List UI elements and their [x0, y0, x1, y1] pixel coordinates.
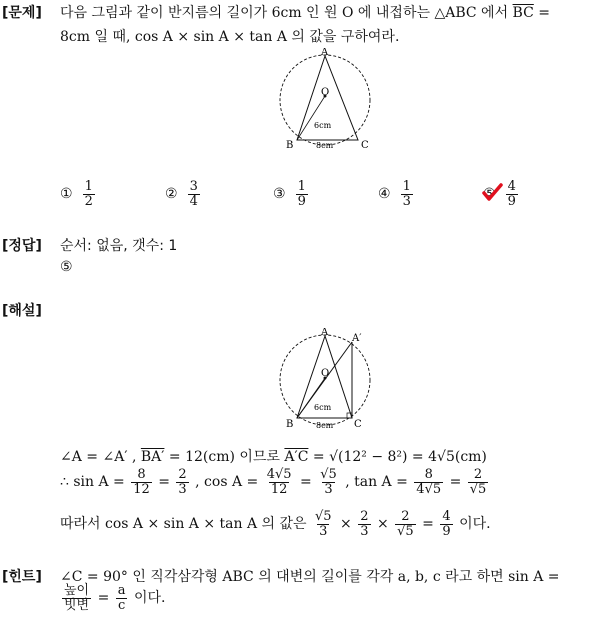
- segment-bc: $\overline{BC}$: [512, 5, 534, 21]
- explanation-tag: [해설]: [2, 303, 42, 319]
- num: 4: [442, 509, 451, 524]
- text: =: [158, 474, 170, 491]
- label-base: 8cm: [316, 421, 334, 430]
- text: , cos A =: [195, 474, 259, 491]
- text: 이다.: [459, 516, 491, 533]
- den: 3: [178, 481, 187, 497]
- num: 2: [473, 467, 483, 482]
- choice-fraction: [506, 180, 518, 208]
- choice-fraction: [296, 180, 308, 208]
- choice-mark: ②: [165, 186, 178, 203]
- fraction: [313, 510, 334, 538]
- den: 3: [319, 523, 328, 539]
- choice-3[interactable]: [273, 180, 310, 208]
- choice-mark: ④: [378, 186, 391, 203]
- den: 4: [189, 193, 198, 209]
- problem-line-2: 8cm 일 때, cos A × sin A × tan A 의 값을 구하여라.: [60, 29, 400, 45]
- text: 따라서 cos A × sin A × tan A 의 값은: [60, 516, 307, 533]
- label-radius: 6cm: [314, 403, 332, 412]
- num: √5: [315, 509, 332, 524]
- text: ×: [340, 516, 352, 533]
- text: =: [97, 590, 110, 607]
- explanation-line-3: [60, 510, 491, 538]
- fraction: [131, 468, 152, 496]
- figure-circle-triangle-diameter: [270, 328, 380, 432]
- explanation-line-1: [60, 446, 487, 466]
- segment-ac: A′C: [284, 449, 309, 465]
- text: √(12² − 8²) = 4√5(cm): [329, 449, 487, 465]
- text: =: [300, 474, 312, 491]
- den: √5: [397, 523, 414, 539]
- answer-value: ⑤: [60, 259, 73, 275]
- hint-line-2: [60, 584, 165, 612]
- label-a: A: [321, 328, 329, 338]
- text: = 12(cm) 이므로: [168, 449, 280, 465]
- den: 9: [297, 193, 306, 209]
- label-radius: 6cm: [314, 121, 332, 130]
- num: 1: [84, 179, 93, 194]
- fraction: [358, 510, 370, 538]
- label-o: O: [321, 87, 330, 98]
- fraction: [468, 468, 489, 496]
- num: 8: [424, 467, 433, 482]
- label-o: O: [321, 368, 330, 379]
- fraction: [395, 510, 416, 538]
- label-a-prime: A′: [352, 333, 362, 344]
- den: √5: [469, 481, 487, 497]
- text: 이다.: [133, 590, 166, 607]
- num: 4: [507, 179, 516, 194]
- text: ×: [376, 516, 389, 533]
- text: =: [449, 474, 462, 491]
- choice-mark: ③: [273, 186, 286, 203]
- den: 4√5: [416, 481, 442, 497]
- fraction: [116, 584, 128, 612]
- num: 2: [401, 509, 410, 524]
- den: 12: [270, 481, 288, 497]
- den: 빗변: [64, 597, 90, 613]
- fraction: [176, 468, 188, 496]
- den: 9: [442, 523, 451, 539]
- label-b: B: [286, 419, 294, 430]
- num: 높이: [64, 583, 90, 598]
- den: 12: [133, 481, 150, 497]
- text: =: [422, 516, 434, 533]
- fraction: [440, 510, 452, 538]
- answer-tag: [정답]: [2, 238, 42, 254]
- num: 2: [360, 509, 369, 524]
- num: √5: [320, 467, 337, 482]
- label-b: B: [286, 140, 294, 151]
- choice-fraction: [83, 180, 95, 208]
- den: 3: [360, 523, 369, 539]
- fraction: [318, 468, 339, 496]
- den: 2: [84, 193, 93, 209]
- checkmark-icon: [481, 182, 503, 202]
- text: ∠A = ∠A′ ,: [60, 449, 137, 465]
- den: 3: [402, 193, 411, 209]
- text: ∴ sin A =: [60, 474, 125, 491]
- num: 3: [189, 179, 198, 194]
- text: , tan A =: [345, 474, 408, 491]
- den: 9: [507, 193, 516, 209]
- num: a: [117, 583, 126, 598]
- choice-mark-text: ⑤: [483, 186, 496, 203]
- choice-fraction: [401, 180, 413, 208]
- choice-4[interactable]: [378, 180, 415, 208]
- fraction: [265, 468, 294, 496]
- num: 8: [137, 467, 146, 482]
- explanation-line-2: [60, 468, 490, 496]
- den: 3: [324, 481, 333, 497]
- choice-1[interactable]: [60, 180, 97, 208]
- problem-line-1: [60, 2, 550, 22]
- choice-5[interactable]: [483, 180, 520, 208]
- segment-ba: BA′: [140, 449, 165, 465]
- label-a: A: [321, 48, 329, 58]
- label-c: C: [361, 140, 369, 151]
- fraction: [414, 468, 443, 496]
- equals-sign: =: [538, 5, 550, 21]
- num: 1: [402, 179, 411, 194]
- choice-mark: ①: [60, 186, 73, 203]
- num: 2: [178, 467, 187, 482]
- problem-tag: [문제]: [2, 5, 42, 21]
- choice-fraction: [188, 180, 200, 208]
- fraction: [62, 584, 91, 612]
- choice-mark: [483, 186, 496, 202]
- num: 1: [297, 179, 306, 194]
- den: c: [118, 597, 126, 613]
- figure-circle-triangle: [270, 48, 380, 152]
- text: =: [312, 449, 325, 465]
- choice-2[interactable]: [165, 180, 202, 208]
- label-c: C: [354, 419, 362, 430]
- hint-tag: [힌트]: [2, 569, 42, 585]
- problem-text-1: 다음 그림과 같이 반지름의 길이가 6cm 인 원 O 에 내접하는 △ABC 에서: [60, 5, 509, 21]
- hint-line-1: ∠C = 90° 인 직각삼각형 ABC 의 대변의 길이를 각각 a, b, c 라고 하면 sin A =: [60, 569, 560, 585]
- label-base: 8cm: [316, 141, 334, 150]
- answer-info: 순서: 없음, 갯수: 1: [60, 238, 178, 254]
- num: 4√5: [266, 467, 292, 482]
